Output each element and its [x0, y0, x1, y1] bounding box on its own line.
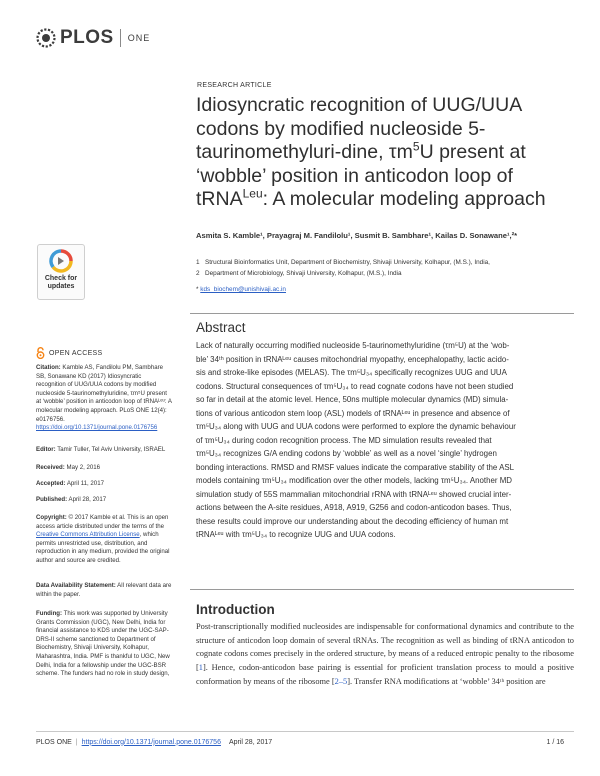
- abstract-line: sis and stroke-like episodes (MELAS). The τm⁵U₃₄ specifically recognizes UUG and UUA: [196, 368, 507, 377]
- logo-text: PLOS: [60, 27, 114, 48]
- abstract-line: models containing τm⁵U₃₄ modification over the other models, lacking τm⁵U₃₄. Another MD: [196, 476, 512, 485]
- page-number: 1 / 16: [546, 738, 564, 746]
- accepted-block: Accepted: April 11, 2017: [36, 480, 104, 487]
- corresponding-email: * kds_biochem@unishivaji.ac.in: [196, 286, 286, 293]
- citation-doi-link[interactable]: https://doi.org/10.1371/journal.pone.0176756: [36, 424, 158, 432]
- footer-doi-link[interactable]: https://doi.org/10.1371/journal.pone.0176756: [81, 738, 221, 746]
- published-block: Published: April 28, 2017: [36, 496, 107, 503]
- logo-divider: [120, 29, 121, 47]
- abstract-body: [196, 339, 574, 542]
- plos-logo[interactable]: [35, 25, 150, 51]
- footer-journal: PLOS ONE: [36, 738, 72, 746]
- email-link[interactable]: kds_biochem@unishivaji.ac.in: [200, 286, 286, 293]
- abstract-line: τm⁵U₃₄ recognizes G/A ending codons by ‘wobble’ as well as a novel ‘single’ hydrogen: [196, 449, 497, 458]
- plos-logo-icon: [35, 27, 57, 49]
- abstract-line: so far in detail at the atomic level. Hence, 50ns multiple molecular dynamics (MD) simula-: [196, 395, 509, 404]
- check-for-updates-badge[interactable]: [37, 244, 85, 300]
- citation-block: Citation: Kamble AS, Fandilolu PM, Sambhare SB, Sonawane KD (2017) Idiosyncratic recognition of UUG/UUA codons by modified nucleoside 5-taurinomethyluridine, τm⁵U present at ‘wobble’ position in anticodon loop of tRNAᴸᵉᵘ: A molecular modeling approach. PLoS ONE 12(4): e0176756. https://doi.org/10.1371/journal.pone.0176756: [36, 364, 172, 432]
- open-access-label: OPEN ACCESS: [36, 347, 102, 359]
- badge-line: updates: [47, 283, 75, 290]
- badge-line: Check for: [44, 275, 78, 282]
- affiliation-item: 2 Department of Microbiology, Shivaji University, Kolhapur, (M.S.), India: [196, 269, 402, 277]
- abstract-heading: Abstract: [196, 320, 246, 335]
- abstract-line: simulation study of 55S mammalian mitochondrial rRNA with tRNAᴸᵉᵘ showed crucial inter-: [196, 489, 512, 499]
- article-type: RESEARCH ARTICLE: [197, 82, 272, 89]
- abstract-line: bonding interactions. RMSD and RMSF values indicate the comparative stability of the ASL: [196, 462, 514, 472]
- article-title: Idiosyncratic recognition of UUG/UUA codons by modified nucleoside 5-taurinomethyluri-dine, $\tau m^5U$ present at ‘wobble’ position in anticodon loop of tRNA$^{Leu}$: A molecular modeling approach: [196, 94, 546, 210]
- affiliation-item: 1 Structural Bioinformatics Unit, Department of Biochemistry, Shivaji University, Kolhapur, (M.S.), India,: [196, 259, 490, 266]
- abstract-line: these results could improve our understanding about the decoding efficiency of human mt: [196, 516, 509, 526]
- introduction-body: Post-transcriptionally modified nucleosides are indispensable for conformational dynamics and contribute to the structure of anticodon loop domain of several tRNAs. The recognition as well as binding of tRNA anticodon to cognate codons comes precisely in the ordered structure, by means of a reduced entropic penalty to the ribosome [1]. Hence, codon-anticodon base pairing is essential for proficient translation process to mould a positive conformation by means of the ribosome [2–5]. Transfer RNA modifications at ‘wobble’ 34ᵗʰ position are: [196, 622, 574, 686]
- abstract-line: ble’ 34ᵗʰ position in tRNAᴸᵉᵘ causes mitochondrial myopathy, encephalopathy, lactic acido-: [196, 354, 509, 364]
- introduction-heading: Introduction: [196, 602, 275, 617]
- funding-block: Funding: This work was supported by University Grants Commission (UGC), New Delhi, India for financial assistance to KDS under the UGC-SAP-DRS-II scheme sanctioned to Department of Biochemistry, Shivaji University, Kolhapur, Maharashtra, India. PMF is thankful to UGC, New Delhi, India for a fellowship under the UGC-BSR scheme. The funders had no role in study design,: [36, 610, 170, 678]
- abstract-line: codons. Structural consequences of τm⁵U₃₄ to read cognate codons have not been studied: [196, 381, 514, 391]
- license-link[interactable]: Creative Commons Attribution License: [36, 531, 140, 539]
- editor-block: Editor: Tamir Tuller, Tel Aviv University, ISRAEL: [36, 446, 166, 453]
- abstract-line: τm⁵U₃₄ along with UUG and UUA codons were performed to explore the dynamic behaviour: [196, 422, 516, 431]
- author-list: Asmita S. Kamble¹, Prayagraj M. Fandilolu¹, Susmit B. Sambhare¹, Kailas D. Sonawane¹,²*: [196, 231, 518, 240]
- data-availability-block: Data Availability Statement: All relevant data are within the paper.: [36, 582, 172, 598]
- section-divider: [190, 589, 574, 590]
- affiliations: [196, 258, 556, 279]
- page-footer: [36, 736, 564, 748]
- footer-separator: |: [75, 738, 78, 746]
- abstract-line: tRNAᴸᵉᵘ with τm⁵U₃₄ to recognize UUG and UUA codons.: [196, 530, 396, 539]
- citation-link[interactable]: 1: [198, 663, 203, 673]
- abstract-line: tions of various anticodon stem loop (ASL) models of tRNAᴸᵉᵘ in presence and absence of: [196, 408, 510, 418]
- abstract-line: actions between the A-site residues, A918, A919, G256 and codon-anticodon bases. Thus,: [196, 503, 512, 512]
- abstract-line: of τm⁵U₃₄ during codon recognition process. The MD simulation results revealed that: [196, 435, 492, 445]
- copyright-block: Copyright: © 2017 Kamble et al. This is an open access article distributed under the terms of the Creative Commons Attribution License, which permits unrestricted use, distribution, and reproduction in any medium, provided the original author and source are credited.: [36, 514, 170, 564]
- open-access-lock-icon: [36, 347, 45, 359]
- section-divider: [190, 313, 574, 314]
- abstract-line: Lack of naturally occurring modified nucleoside 5-taurinomethyluridine (τm⁵U) at the ‘wob-: [196, 341, 510, 350]
- received-block: Received: May 2, 2016: [36, 464, 101, 471]
- logo-journal: ONE: [127, 33, 151, 43]
- citation-link[interactable]: 2–5: [334, 676, 348, 686]
- footer-divider: [36, 731, 574, 732]
- footer-date: April 28, 2017: [228, 738, 273, 746]
- check-for-updates-icon: [49, 249, 73, 273]
